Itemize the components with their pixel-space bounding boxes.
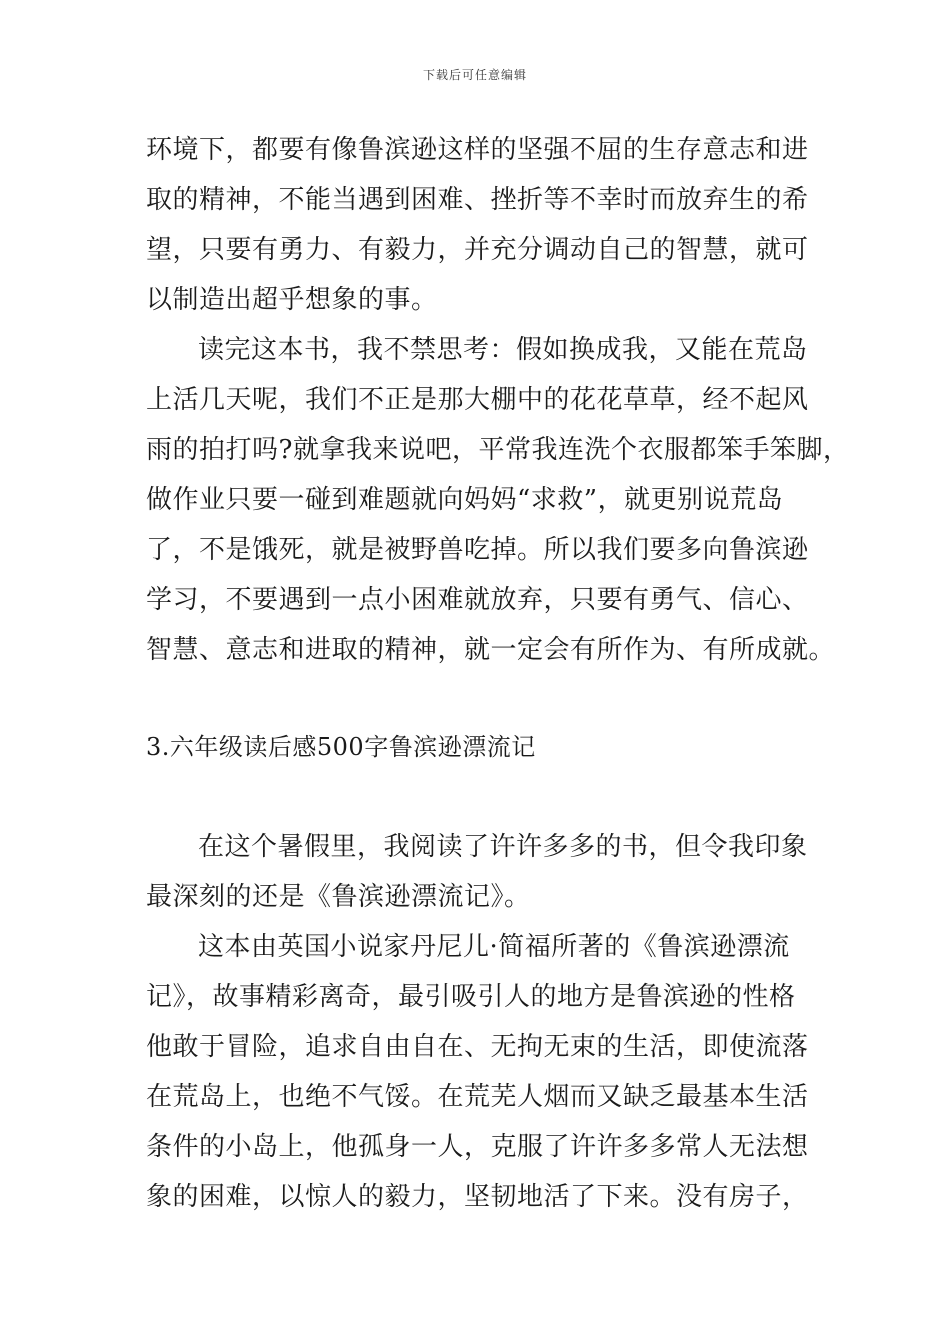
paragraph-line: 取的精神，不能当遇到困难、挫折等不幸时而放弃生的希 (146, 185, 809, 215)
paragraph-line: 了，不是饿死，就是被野兽吃掉。所以我们要多向鲁滨逊 (146, 535, 809, 565)
paragraph-line: 这本由英国小说家丹尼儿·简福所著的《鲁滨逊漂流 (198, 932, 790, 962)
paragraph-line: 读完这本书，我不禁思考：假如换成我，又能在荒岛 (198, 335, 808, 365)
paragraph-line: 最深刻的还是《鲁滨逊漂流记》。 (146, 882, 531, 912)
paragraph-line: 象的困难，以惊人的毅力，坚韧地活了下来。没有房子， (146, 1182, 809, 1212)
paragraph-line: 智慧、意志和进取的精神，就一定会有所作为、有所成就。 (146, 635, 836, 665)
paragraph-line: 做作业只要一碰到难题就向妈妈“求救”，就更别说荒岛 (146, 485, 784, 515)
paragraph-line: 上活几天呢，我们不正是那大棚中的花花草草，经不起风 (146, 385, 809, 415)
paragraph-line: 在这个暑假里，我阅读了许许多多的书，但令我印象 (198, 832, 808, 862)
paragraph-line: 环境下，都要有像鲁滨逊这样的坚强不屈的生存意志和进 (146, 135, 809, 165)
paragraph-line: 望，只要有勇力、有毅力，并充分调动自己的智慧，就可 (146, 235, 809, 265)
page-header: 下载后可任意编辑 (422, 68, 527, 82)
paragraph-line: 他敢于冒险，追求自由自在、无拘无束的生活，即使流落 (146, 1032, 809, 1062)
section-heading: 3.六年级读后感500字鲁滨逊漂流记 (146, 733, 536, 761)
paragraph-line: 记》，故事精彩离奇，最引吸引人的地方是鲁滨逊的性格 (146, 982, 796, 1012)
paragraph-line: 雨的拍打吗?就拿我来说吧，平常我连洗个衣服都笨手笨脚， (146, 435, 850, 465)
paragraph-line: 在荒岛上，也绝不气馁。在荒芜人烟而又缺乏最基本生活 (146, 1082, 809, 1112)
paragraph-line: 以制造出超乎想象的事。 (146, 285, 438, 315)
paragraph-line: 学习，不要遇到一点小困难就放弃，只要有勇气、信心、 (146, 585, 809, 615)
paragraph-line: 条件的小岛上，他孤身一人，克服了许许多多常人无法想 (146, 1132, 809, 1162)
